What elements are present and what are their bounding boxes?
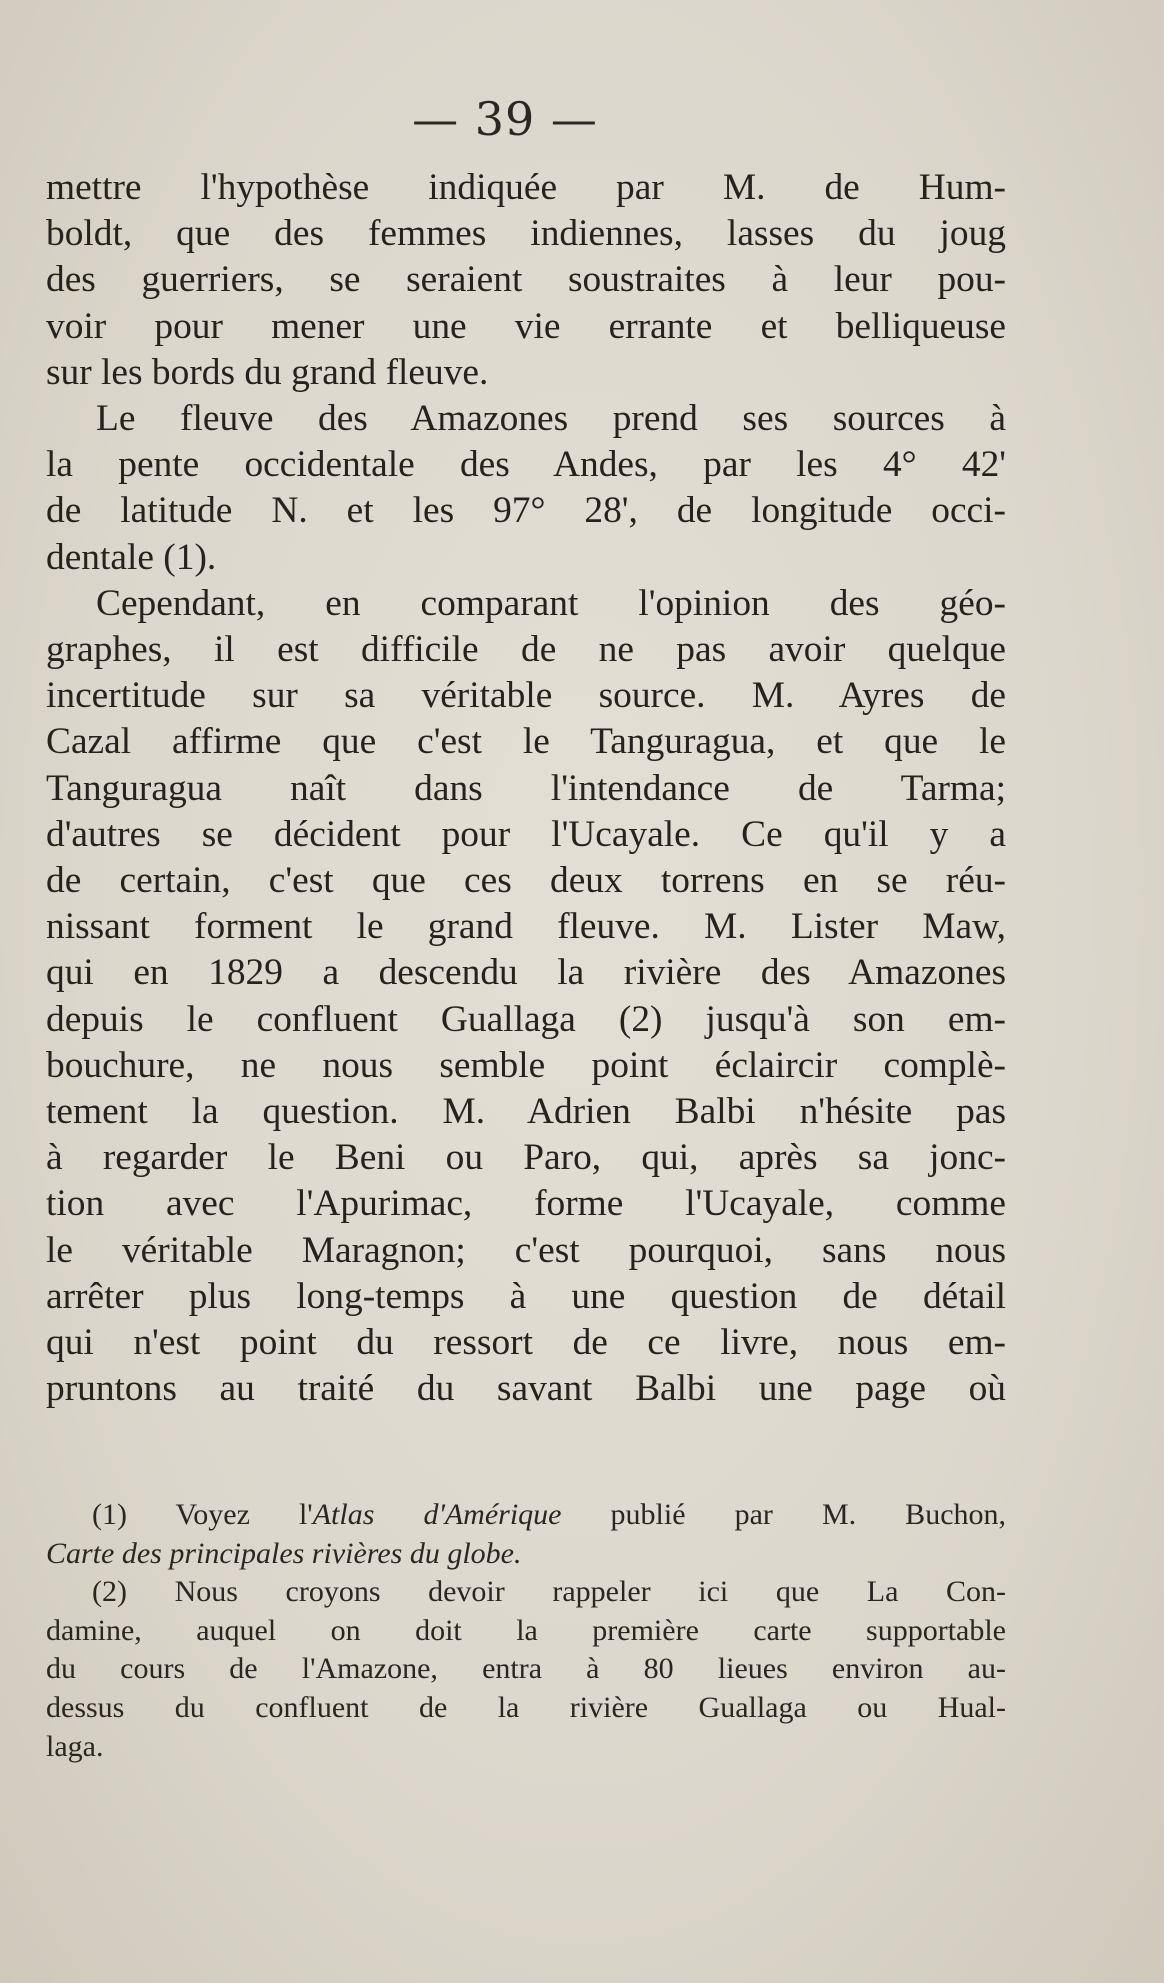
footnote-2-line: dessus du confluent de la rivière Guallaga ou Hual- — [46, 1690, 1006, 1724]
footnote-1-title: Atlas d'Amérique — [312, 1498, 562, 1531]
text-line: nissant forment le grand fleuve. M. Lister Maw, — [46, 906, 1006, 948]
text-line: voir pour mener une vie errante et belliqueuse — [46, 305, 1006, 347]
footnote-2-line: damine, auquel on doit la première carte supportable — [46, 1613, 1006, 1647]
footnote-1-suffix: publié par M. Buchon, — [561, 1498, 1007, 1531]
text-line: de certain, c'est que ces deux torrens en se réu- — [46, 860, 1006, 902]
text-line: arrêter plus long-temps à une question de détail — [46, 1275, 1006, 1317]
main-text — [46, 165, 1006, 1412]
text-line: bouchure, ne nous semble point éclaircir complè- — [46, 1044, 1006, 1086]
text-line: Cependant, en comparant l'opinion des géo- — [96, 582, 1006, 624]
footnote-1-prefix: (1) Voyez l' — [92, 1498, 313, 1531]
text-line: Cazal affirme que c'est le Tanguragua, et que le — [46, 721, 1006, 763]
footnote-1-line-2: Carte des principales rivières du globe. — [46, 1536, 522, 1570]
text-line: le véritable Maragnon; c'est pourquoi, sans nous — [46, 1229, 1006, 1271]
text-line: Le fleuve des Amazones prend ses sources à — [96, 398, 1006, 440]
text-line: qui n'est point du ressort de ce livre, nous em- — [46, 1322, 1006, 1364]
footnote-2-line: laga. — [46, 1729, 104, 1763]
text-line: des guerriers, se seraient soustraites à leur pou- — [46, 259, 1006, 301]
page-number: — 39 — — [412, 92, 598, 146]
text-line: boldt, que des femmes indiennes, lasses du joug — [46, 213, 1006, 255]
footnote-2-line: du cours de l'Amazone, entra à 80 lieues environ au- — [46, 1652, 1006, 1686]
text-line: graphes, il est difficile de ne pas avoir quelque — [46, 629, 1006, 671]
text-line: qui en 1829 a descendu la rivière des Amazones — [46, 952, 1006, 994]
text-line: de latitude N. et les 97° 28', de longitude occi- — [46, 490, 1006, 532]
text-line: sur les bords du grand fleuve. — [46, 351, 489, 393]
text-line: mettre l'hypothèse indiquée par M. de Hum- — [46, 167, 1006, 208]
text-line: tement la question. M. Adrien Balbi n'hésite pas — [46, 1091, 1006, 1133]
text-line: dentale (1). — [46, 536, 217, 578]
text-line: pruntons au traité du savant Balbi une page où — [46, 1368, 1006, 1410]
text-line: incertitude sur sa véritable source. M. Ayres de — [46, 675, 1006, 717]
footnote-2: (2) Nous croyons devoir rappeler ici que La Con- — [92, 1575, 1006, 1609]
text-line: la pente occidentale des Andes, par les 4° 42' — [46, 444, 1006, 486]
text-line: à regarder le Beni ou Paro, qui, après sa jonc- — [46, 1137, 1006, 1179]
text-line: depuis le confluent Guallaga (2) jusqu'à son em- — [46, 998, 1006, 1040]
text-line: Tanguragua naît dans l'intendance de Tarma; — [46, 767, 1006, 809]
footnotes — [46, 1496, 1006, 1766]
text-line: tion avec l'Apurimac, forme l'Ucayale, comme — [46, 1183, 1006, 1225]
text-line: d'autres se décident pour l'Ucayale. Ce qu'il y a — [46, 813, 1006, 855]
footnote-1 — [46, 1496, 1006, 1535]
